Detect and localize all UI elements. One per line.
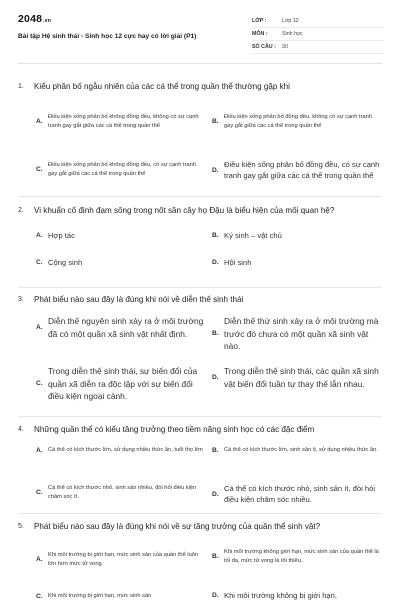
question-stem	[18, 424, 382, 436]
option-b[interactable]: B. Diễn thế thứ sinh xảy ra ở môi trường mà trước đó chưa có một quần xã sinh vật nào.	[212, 316, 379, 351]
question-2	[18, 205, 382, 277]
question-stem	[18, 521, 382, 533]
exam-meta	[252, 15, 384, 54]
question-text: Kiểu phân bố ngẫu nhiên của các cá thể trong quần thể thường gặp khi	[34, 82, 290, 91]
option-c[interactable]: C. Cá thể có kích thước nhỏ, sinh sản nhiều, đòi hỏi điều kiện chăm sóc ít.	[36, 485, 197, 500]
option-c[interactable]: C. Khi môi trường bị giới hạn, mức sinh sản	[36, 592, 152, 600]
meta-subject: MÔN : Sinh học	[252, 28, 384, 41]
page-title: Bài tập Hệ sinh thái - Sinh học 12 cực hay có lời giải (P1)	[18, 33, 197, 40]
question-text: Phát biểu nào sau đây là đúng khi nói về diễn thế sinh thái	[34, 295, 244, 304]
question-3	[18, 294, 382, 416]
question-1	[18, 81, 382, 189]
option-b[interactable]: B. Ký sinh – vật chủ	[212, 231, 282, 240]
option-c[interactable]: C. Trong diễn thế sinh thái, sự biến đổi của quần xã diễn ra độc lập với sự biến đổi điều kiện ngoại cảnh.	[36, 366, 198, 401]
option-d[interactable]: D. Khi môi trường không bị giới hạn,	[212, 591, 337, 600]
option-c[interactable]: C. Cộng sinh	[36, 258, 83, 267]
meta-question-count: SỐ CÂU : 30	[252, 41, 384, 54]
answer-options	[36, 436, 382, 506]
question-divider	[18, 416, 382, 417]
question-5	[18, 521, 382, 599]
question-divider	[18, 287, 382, 288]
header-divider	[18, 63, 382, 64]
question-stem	[18, 81, 382, 93]
site-logo[interactable]: 2048.vn	[18, 13, 51, 25]
option-a[interactable]: A. Hợp tác	[36, 231, 75, 240]
answer-options	[36, 93, 382, 189]
question-4	[18, 424, 382, 506]
question-number: 4.	[18, 426, 24, 433]
question-text: Những quần thể có kiểu tăng trưởng theo tiềm năng sinh học có các đặc điểm	[34, 425, 315, 434]
question-number: 2.	[18, 207, 24, 214]
option-d[interactable]: D. Hội sinh	[212, 258, 252, 267]
option-a[interactable]: A. Điều kiện sống phân bố không đồng đều, không có sự cạnh tranh gay gắt giữa các cá thể trong quần thể	[36, 114, 199, 129]
option-d[interactable]: D. Cá thể có kích thước nhỏ, sinh sản ít, đòi hỏi điều kiện chăm sóc nhiều.	[212, 484, 376, 504]
page-header	[0, 0, 400, 62]
answer-options	[36, 306, 382, 416]
question-divider	[18, 513, 382, 514]
question-number: 3.	[18, 296, 24, 303]
option-a[interactable]: A. Cá thể có kích thước lớn, sử dụng nhiều thức ăn, tuổi thọ lớn	[36, 446, 203, 454]
question-stem	[18, 294, 382, 306]
option-b[interactable]: B. Điều kiện sống phân bố đồng đều, không có sự cạnh tranh gay gắt giữa các cá thể trong quần thể	[212, 114, 372, 129]
option-d[interactable]: D. Điều kiện sống phân bố đồng đều, có sự cạnh tranh gay gắt giữa các cá thể trong quần thể	[212, 160, 380, 180]
option-a[interactable]: A. Khi môi trường bị giới hạn, mức sinh sản của quần thể luôn lớn hơn mức tử vong	[36, 552, 199, 567]
meta-class: LỚP : Lớp 12	[252, 15, 384, 28]
question-text: Vi khuẩn cố định đạm sống trong nốt sần cây họ Đậu là biểu hiện của mối quan hệ?	[34, 206, 335, 215]
question-number: 5.	[18, 523, 24, 530]
question-stem	[18, 205, 382, 217]
option-a[interactable]: A. Diễn thế nguyên sinh xảy ra ở môi trường đã có một quần xã sinh vật nhất định.	[36, 316, 204, 339]
question-number: 1.	[18, 83, 24, 90]
question-text: Phát biểu nào sau đây là đúng khi nói về sự tăng trưởng của quần thể sinh vật?	[34, 522, 321, 531]
option-d[interactable]: D. Trong diễn thế sinh thái, các quần xã sinh vật biến đổi tuần tự thay thế lẫn nhau.	[212, 366, 379, 389]
option-c[interactable]: C. Điều kiện sống phân bố không đồng đều, có sự cạnh tranh gay gắt giữa các cá thể trong quần thể	[36, 162, 196, 177]
option-b[interactable]: B. Cá thể có kích thước lớn, sinh sản ít, sử dụng nhiều thức ăn.	[212, 446, 378, 454]
option-b[interactable]: B. Khi môi trường không giới hạn, mức sinh sản của quần thể là tối đa, mức tử vong là tối thiểu.	[212, 549, 379, 564]
answer-options	[36, 533, 382, 599]
answer-options	[36, 217, 382, 277]
question-divider	[18, 196, 382, 197]
